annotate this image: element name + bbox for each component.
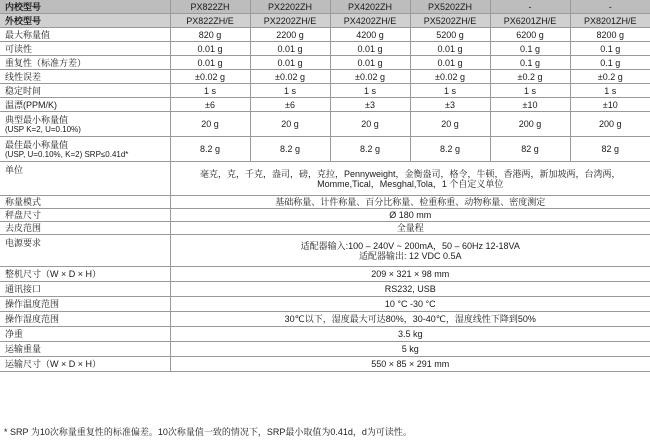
table-row xyxy=(0,267,650,282)
row-label: 电源要求 xyxy=(0,235,170,267)
power-cell xyxy=(170,235,650,267)
table-cell: 82 g xyxy=(490,137,570,162)
span-cell: 全量程 xyxy=(170,222,650,235)
table-cell: ±0.2 g xyxy=(570,70,650,84)
row-label: 温漂(PPM/K) xyxy=(0,98,170,112)
row-label: 运输尺寸（W × D × H） xyxy=(0,357,170,372)
row-label: 净重 xyxy=(0,327,170,342)
row-label: 通讯接口 xyxy=(0,282,170,297)
table-cell: ±0.02 g xyxy=(250,70,330,84)
row-label-sub: (USP, U=0.10%, K=2) SRP≤0.41d* xyxy=(5,149,129,159)
row-label: 秤盘尺寸 xyxy=(0,209,170,222)
table-row xyxy=(0,28,650,42)
table-row xyxy=(0,357,650,372)
table-cell: ±0.2 g xyxy=(490,70,570,84)
table-cell: 200 g xyxy=(490,112,570,137)
table-cell: 20 g xyxy=(410,112,490,137)
table-cell: 1 s xyxy=(570,84,650,98)
table-cell: 8.2 g xyxy=(330,137,410,162)
table-row xyxy=(0,137,650,162)
outer-model-cell: PX4202ZH/E xyxy=(330,14,410,28)
span-cell: 3.5 kg xyxy=(170,327,650,342)
span-cell: 209 × 321 × 98 mm xyxy=(170,267,650,282)
row-label xyxy=(0,137,170,162)
table-cell: 0.01 g xyxy=(250,56,330,70)
row-label: 可读性 xyxy=(0,42,170,56)
table-cell: ±3 xyxy=(330,98,410,112)
table-row xyxy=(0,42,650,56)
outer-model-cell: PX822ZH/E xyxy=(170,14,250,28)
table-cell: 0.01 g xyxy=(410,56,490,70)
table-cell: 0.01 g xyxy=(170,42,250,56)
table-row xyxy=(0,84,650,98)
span-cell: 10 °C -30 °C xyxy=(170,297,650,312)
table-row xyxy=(0,209,650,222)
table-row xyxy=(0,196,650,209)
outer-model-cell: PX5202ZH/E xyxy=(410,14,490,28)
inner-model-cell: PX4202ZH xyxy=(330,0,410,14)
table-cell: 1 s xyxy=(330,84,410,98)
inner-model-cell: - xyxy=(490,0,570,14)
table-cell: 6200 g xyxy=(490,28,570,42)
table-cell: 1 s xyxy=(170,84,250,98)
row-label: 去皮范围 xyxy=(0,222,170,235)
table-cell: 1 s xyxy=(490,84,570,98)
table-cell: 8.2 g xyxy=(170,137,250,162)
footnote: * SRP 为10次称量重复性的标准偏差。10次称量值一致的情况下，SRP最小取值为0.41d，d为可读性。 xyxy=(4,427,412,437)
table-row xyxy=(0,342,650,357)
table-cell: 0.01 g xyxy=(170,56,250,70)
table-cell: 1 s xyxy=(410,84,490,98)
table-cell: 0.01 g xyxy=(330,42,410,56)
table-cell: 8.2 g xyxy=(250,137,330,162)
row-label: 单位 xyxy=(0,162,170,196)
row-label: 线性误差 xyxy=(0,70,170,84)
outer-model-cell: PX8201ZH/E xyxy=(570,14,650,28)
table-cell: ±6 xyxy=(170,98,250,112)
row-label: 最大称量值 xyxy=(0,28,170,42)
table-cell: 5200 g xyxy=(410,28,490,42)
units-cell: 毫克，克，千克，盎司，磅，克拉，Pennyweight，金衡盎司，格令，牛顿，香港两，新加坡两，台湾两，Momme,Tical，Mesghal,Tola，1 个自定义单位 xyxy=(170,162,650,196)
table-cell: 20 g xyxy=(170,112,250,137)
inner-model-cell: - xyxy=(570,0,650,14)
row-label-main: 典型最小称量值 xyxy=(5,114,69,125)
inner-model-cell: PX2202ZH xyxy=(250,0,330,14)
table-cell: 0.1 g xyxy=(570,42,650,56)
row-label: 操作温度范围 xyxy=(0,297,170,312)
inner-model-cell: PX5202ZH xyxy=(410,0,490,14)
table-cell: 8.2 g xyxy=(410,137,490,162)
table-row-power xyxy=(0,235,650,267)
table-row xyxy=(0,98,650,112)
table-cell: 0.1 g xyxy=(490,42,570,56)
span-cell: RS232, USB xyxy=(170,282,650,297)
table-cell: ±10 xyxy=(490,98,570,112)
table-cell: 20 g xyxy=(250,112,330,137)
row-label: 重复性（标准方差） xyxy=(0,56,170,70)
power-line-2: 适配器输出: 12 VDC 0.5A xyxy=(358,250,462,261)
outer-model-cell: PX6201ZH/E xyxy=(490,14,570,28)
row-label xyxy=(0,112,170,137)
table-cell: 200 g xyxy=(570,112,650,137)
header-row-inner xyxy=(0,0,650,14)
row-label-sub: (USP K=2, U=0.10%) xyxy=(5,124,81,134)
table-cell: 2200 g xyxy=(250,28,330,42)
table-row xyxy=(0,70,650,84)
table-row-units xyxy=(0,162,650,196)
table-cell: ±6 xyxy=(250,98,330,112)
table-row xyxy=(0,222,650,235)
table-row xyxy=(0,297,650,312)
table-row xyxy=(0,312,650,327)
table-cell: 4200 g xyxy=(330,28,410,42)
inner-model-label: 内校型号 xyxy=(0,0,170,14)
outer-model-label: 外校型号 xyxy=(0,14,170,28)
table-cell: ±0.02 g xyxy=(330,70,410,84)
table-row xyxy=(0,56,650,70)
span-cell: 550 × 85 × 291 mm xyxy=(170,357,650,372)
row-label: 整机尺寸（W × D × H） xyxy=(0,267,170,282)
table-cell: 0.01 g xyxy=(330,56,410,70)
row-label: 称量模式 xyxy=(0,196,170,209)
power-line-1: 适配器输入:100 – 240V ~ 200mA，50 – 60Hz 12-18VA xyxy=(300,240,520,251)
table-cell: 0.1 g xyxy=(490,56,570,70)
row-label: 运输重量 xyxy=(0,342,170,357)
table-cell: ±0.02 g xyxy=(410,70,490,84)
table-cell: 20 g xyxy=(330,112,410,137)
span-cell: Ø 180 mm xyxy=(170,209,650,222)
table-cell: 820 g xyxy=(170,28,250,42)
row-label: 稳定时间 xyxy=(0,84,170,98)
table-row xyxy=(0,282,650,297)
row-label: 操作湿度范围 xyxy=(0,312,170,327)
header-row-outer xyxy=(0,14,650,28)
table-cell: ±0.02 g xyxy=(170,70,250,84)
span-cell: 30℃以下，湿度最大可达80%，30-40℃，湿度线性下降到50% xyxy=(170,312,650,327)
table-row xyxy=(0,112,650,137)
row-label-main: 最佳最小称量值 xyxy=(5,139,69,150)
span-cell: 基础称量、计件称量、百分比称量、检重称重、动物称量、密度测定 xyxy=(170,196,650,209)
table-cell: ±3 xyxy=(410,98,490,112)
table-cell: 82 g xyxy=(570,137,650,162)
inner-model-cell: PX822ZH xyxy=(170,0,250,14)
table-cell: 0.01 g xyxy=(250,42,330,56)
outer-model-cell: PX2202ZH/E xyxy=(250,14,330,28)
table-row xyxy=(0,327,650,342)
table-cell: 1 s xyxy=(250,84,330,98)
span-cell: 5 kg xyxy=(170,342,650,357)
table-cell: 8200 g xyxy=(570,28,650,42)
table-cell: 0.01 g xyxy=(410,42,490,56)
table-cell: ±10 xyxy=(570,98,650,112)
table-cell: 0.1 g xyxy=(570,56,650,70)
